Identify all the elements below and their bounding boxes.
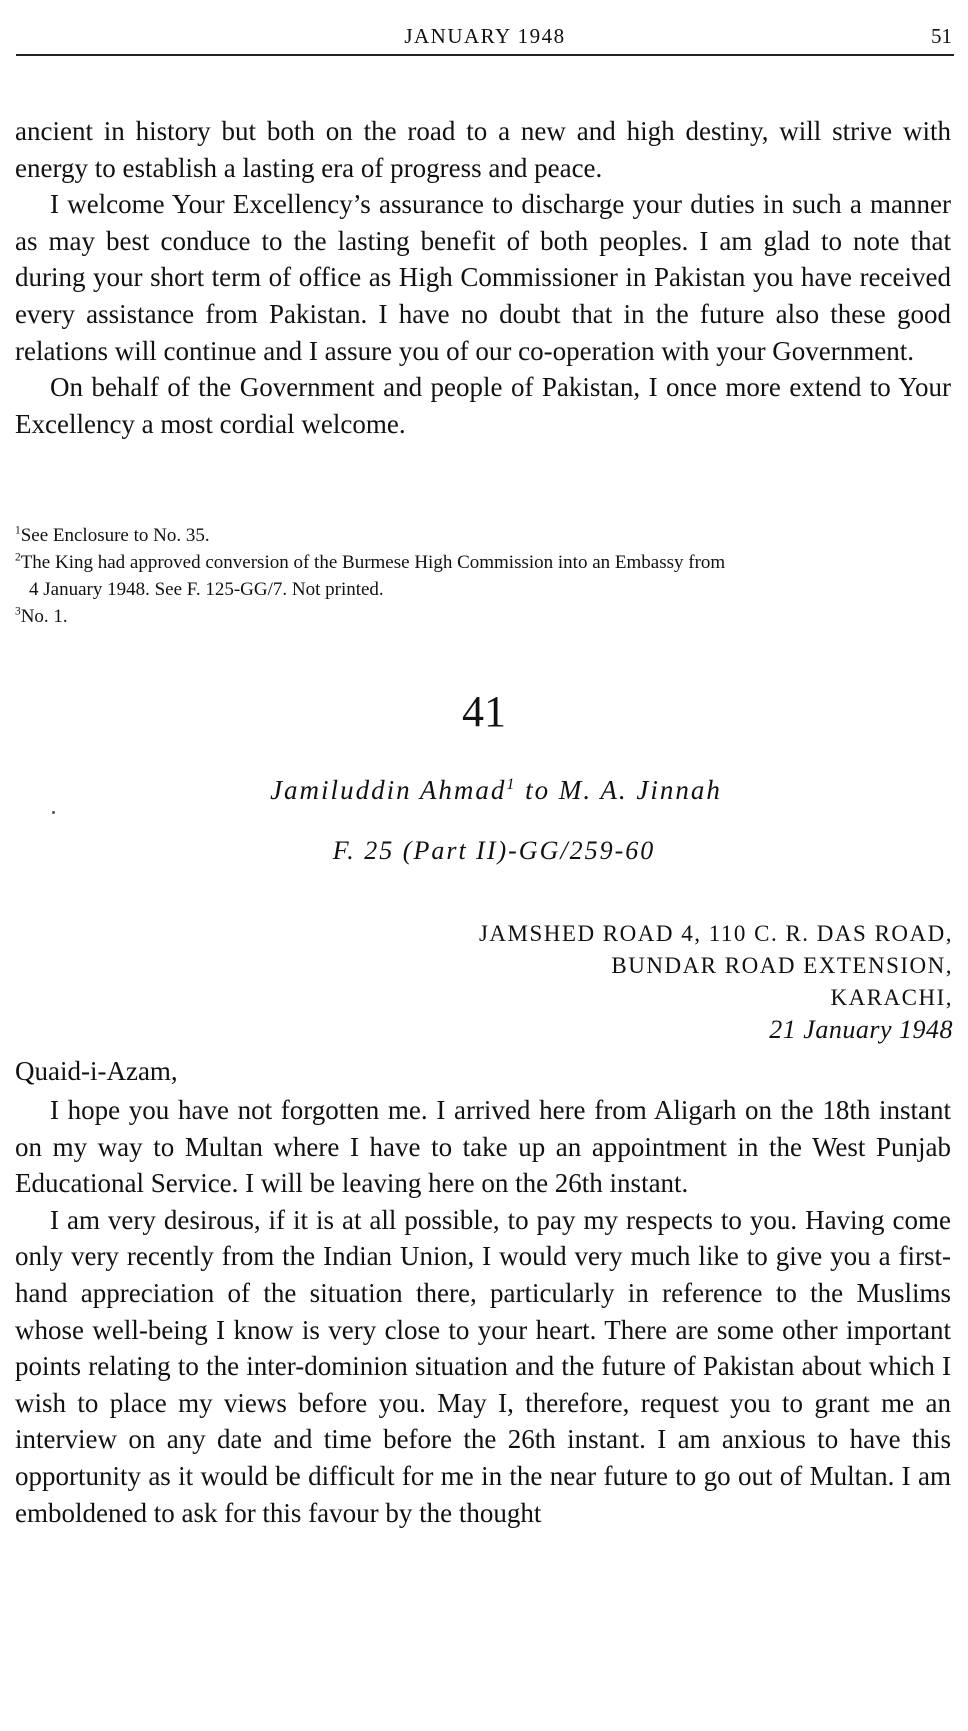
footnote-3: [15, 603, 955, 630]
document-heading: [0, 775, 968, 806]
address-line: BUNDAR ROAD EXTENSION,: [611, 953, 953, 978]
paragraph: I hope you have not forgotten me. I arrived here from Aligarh on the 18th instant on my way to Multan where I have to take up an appointment in the West Punjab Educational Service. I will be leaving here on the 26th instant.: [15, 1095, 951, 1199]
salutation: Quaid-i-Azam,: [15, 1056, 178, 1086]
sender-address: [479, 918, 953, 1046]
footnote-2-continuation: 4 January 1948. See F. 125-GG/7. Not printed.: [29, 579, 384, 600]
footnote-marker: 3: [15, 605, 21, 618]
paragraph: I welcome Your Excellency’s assurance to discharge your duties in such a manner as may best conduce to the lasting benefit of both peoples. I am glad to note that during your short term of office as High Commissioner in Pakistan you have received every assistance from Pakistan. I have no doubt that in the future also these good relations will continue and I assure you of our co-operation with your Government.: [15, 189, 951, 366]
footnotes: [15, 522, 955, 630]
previous-document-body: [15, 113, 951, 442]
letter-body: [15, 1092, 951, 1531]
footnote-marker: 2: [15, 551, 21, 564]
letter-date: 21 January 1948: [769, 1015, 953, 1044]
running-header: [16, 20, 954, 56]
paragraph: I am very desirous, if it is at all possible, to pay my respects to you. Having come only very recently from the Indian Union, I would very much like to give you a first-hand appreciation of the situation there, particularly in reference to the Muslims whose well-being I know is very close to your heart. There are some other important points relating to the inter-dominion situation and the future of Pakistan about which I wish to place my views before you. May I, therefore, request you to grant me an interview on any date and time before the 26th instant. I am anxious to have this opportunity as it would be difficult for me in the near future to go out of Multan. I am emboldened to ask for this favour by the thought: [15, 1204, 951, 1528]
footnote-text: See Enclosure to No. 35.: [20, 525, 210, 546]
paragraph-continuation: ancient in history but both on the road to a new and high destiny, will strive with energy to establish a lasting era of progress and peace.: [15, 116, 951, 183]
address-line: JAMSHED ROAD 4, 110 C. R. DAS ROAD,: [478, 921, 953, 946]
paragraph: On behalf of the Government and people of Pakistan, I once more extend to Your Excellency a most cordial welcome.: [15, 372, 951, 439]
footnote-1: [15, 522, 955, 549]
document-number: 41: [462, 687, 506, 736]
sender-name: Jamiluddin Ahmad: [270, 775, 507, 805]
footnote-marker: 1: [15, 524, 21, 537]
file-reference: F. 25 (Part II)-GG/259-60: [332, 836, 656, 865]
sender-footnote-marker: 1: [506, 775, 517, 793]
page-number: 51: [931, 24, 952, 48]
recipient: to M. A. Jinnah: [525, 775, 722, 805]
header-title: JANUARY 1948: [404, 24, 566, 48]
address-line: KARACHI,: [830, 985, 953, 1010]
footnote-text: No. 1.: [20, 606, 68, 627]
footnote-2: [15, 549, 955, 576]
footnote-text: The King had approved conversion of the Burmese High Commission into an Embassy from: [20, 552, 726, 573]
print-speck: [52, 811, 55, 814]
